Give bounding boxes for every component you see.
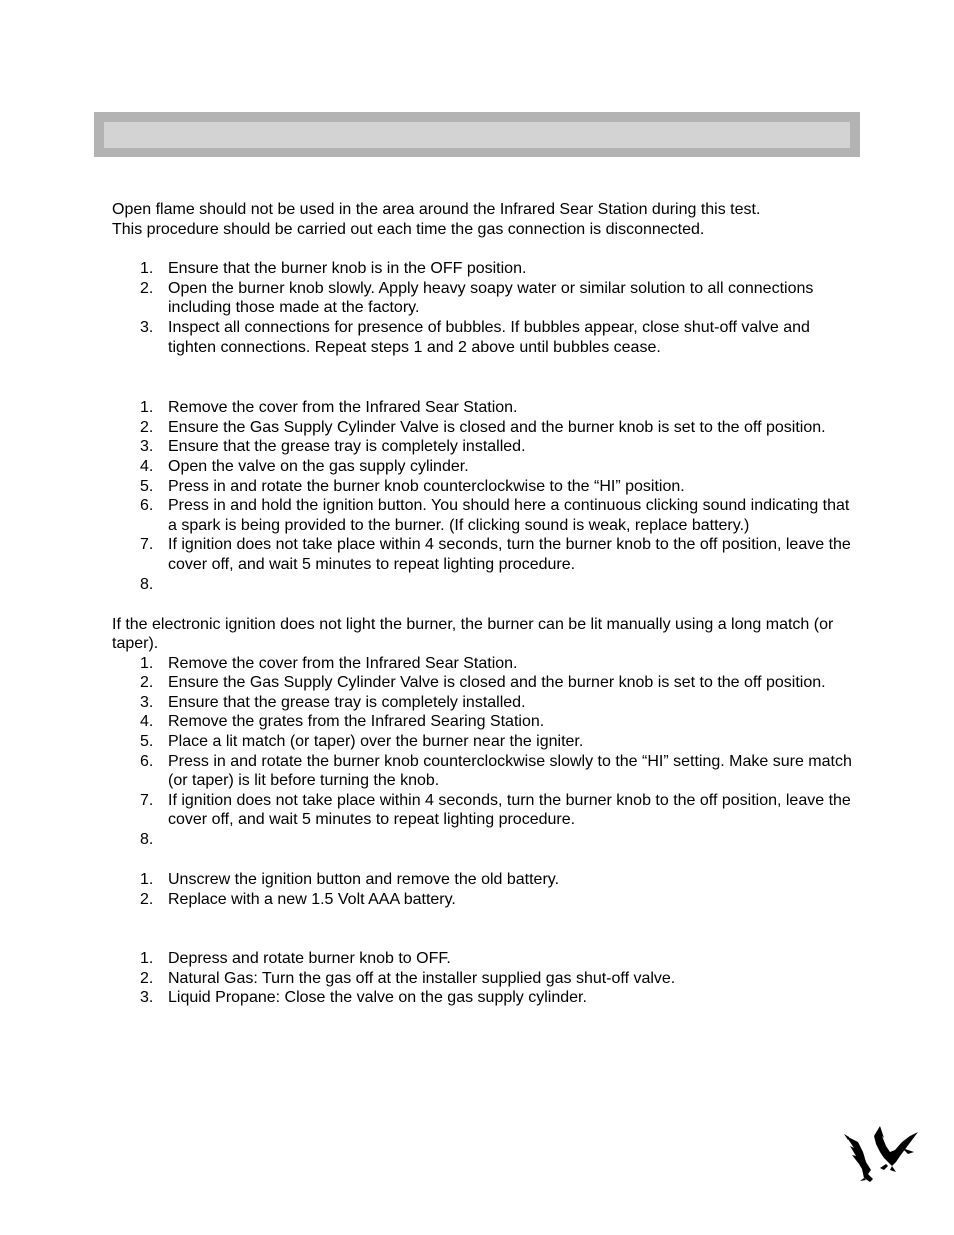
manual-lighting-list: 1. Remove the cover from the Infrared Sear Station. 2. Ensure the Gas Supply Cylinder Valve is closed and the burner knob is set to the off position. 3. Ensure that the grease tray is completely installed. 4. Remove the grates from the Infrared Searing Station. 5. Place a lit match (or taper) over the burner near the igniter. 6. Press in and rotate the burner knob counterclockwise slowly to the “HI” setting. Make sure match (or taper) is lit before turning the knob. 7. If ignition does not take place within 4 seconds, turn the burner knob to the off position, leave the cover off, and wait 5 minutes to repeat lighting procedure. 8. xyxy=(112,654,852,830)
document-content xyxy=(112,200,852,1008)
battery-list xyxy=(112,870,852,909)
manual-intro: If the electronic ignition does not light the burner, the burner can be lit manually using a long match (or taper). xyxy=(112,615,834,653)
list-item: 3. Liquid Propane: Close the valve on the gas supply cylinder. xyxy=(140,989,587,1007)
intro-line-2: This procedure should be carried out each time the gas connection is disconnected. xyxy=(112,220,705,238)
shutoff-list xyxy=(112,949,852,1008)
list-item: 4. Remove the grates from the Infrared Searing Station. xyxy=(140,713,545,731)
list-item: 2. Ensure the Gas Supply Cylinder Valve is closed and the burner knob is set to the off position. xyxy=(140,418,826,436)
list-item: 1. Depress and rotate burner knob to OFF. xyxy=(140,950,451,968)
list-item: 7. If ignition does not take place within 4 seconds, turn the burner knob to the off position, leave the cover off, and wait 5 minutes to repeat lighting procedure. xyxy=(140,791,851,829)
list-item: 7. If ignition does not take place within 4 seconds, turn the burner knob to the off position, leave the cover off, and wait 5 minutes to repeat lighting procedure. xyxy=(140,536,851,573)
list-item: 1. Remove the cover from the Infrared Sear Station. xyxy=(140,399,518,417)
leak-test-list xyxy=(112,259,852,357)
list-item: 4. Open the valve on the gas supply cylinder. xyxy=(140,457,469,475)
intro-line-1: Open flame should not be used in the area around the Infrared Sear Station during this test. xyxy=(112,201,761,218)
list-item: 2. Ensure the Gas Supply Cylinder Valve is closed and the burner knob is set to the off position. xyxy=(140,674,826,692)
list-item: 3. Inspect all connections for presence of bubbles. If bubbles appear, close shut-off valve and tighten connections. Repeat steps 1 and 2 above until bubbles cease. xyxy=(140,318,810,356)
list-item: 5. Press in and rotate the burner knob counterclockwise to the “HI” position. xyxy=(140,477,685,495)
list-item: 3. Ensure that the grease tray is completely installed. xyxy=(140,693,526,711)
list-item: 6. Press in and hold the ignition button. You should here a continuous clicking sound indicating that a spark is being provided to the burner. (If clicking sound is weak, replace battery.) xyxy=(140,497,850,534)
list-item: 2. Natural Gas: Turn the gas off at the installer supplied gas shut-off valve. xyxy=(140,969,676,987)
eagles-logo-icon xyxy=(840,1122,922,1184)
section-header-inner xyxy=(104,122,850,148)
list-item: 1. Remove the cover from the Infrared Sear Station. xyxy=(140,654,518,672)
list-item: 6. Press in and rotate the burner knob counterclockwise slowly to the “HI” setting. Make sure match (or taper) is lit before turning the knob. xyxy=(140,752,852,790)
list-item: 5. Place a lit match (or taper) over the burner near the igniter. xyxy=(140,733,584,751)
list-item: 1. Unscrew the ignition button and remove the old battery. xyxy=(140,871,560,889)
list-item: 3. Ensure that the grease tray is completely installed. xyxy=(140,438,526,456)
lighting-list: 1. Remove the cover from the Infrared Sear Station. 2. Ensure the Gas Supply Cylinder Valve is closed and the burner knob is set to the off position. 3. Ensure that the grease tray is completely installed. 4. Open the valve on the gas supply cylinder. 5. Press in and rotate the burner knob counterclockwise to the “HI” position. 6. Press in and hold the ignition button. You should here a continuous clicking sound indicating that a spark is being provided to the burner. (If clicking sound is weak, replace battery.) 7. If ignition does not take place within 4 seconds, turn the burner knob to the off position, leave the cover off, and wait 5 minutes to repeat lighting procedure. 8. xyxy=(112,398,852,574)
list-item: 2. Replace with a new 1.5 Volt AAA battery. xyxy=(140,890,456,908)
section-header-bar xyxy=(94,112,860,157)
list-item: 1. Ensure that the burner knob is in the OFF position. xyxy=(140,260,527,278)
list-item: 2. Open the burner knob slowly. Apply heavy soapy water or similar solution to all connections including those made at the factory. xyxy=(140,279,814,317)
